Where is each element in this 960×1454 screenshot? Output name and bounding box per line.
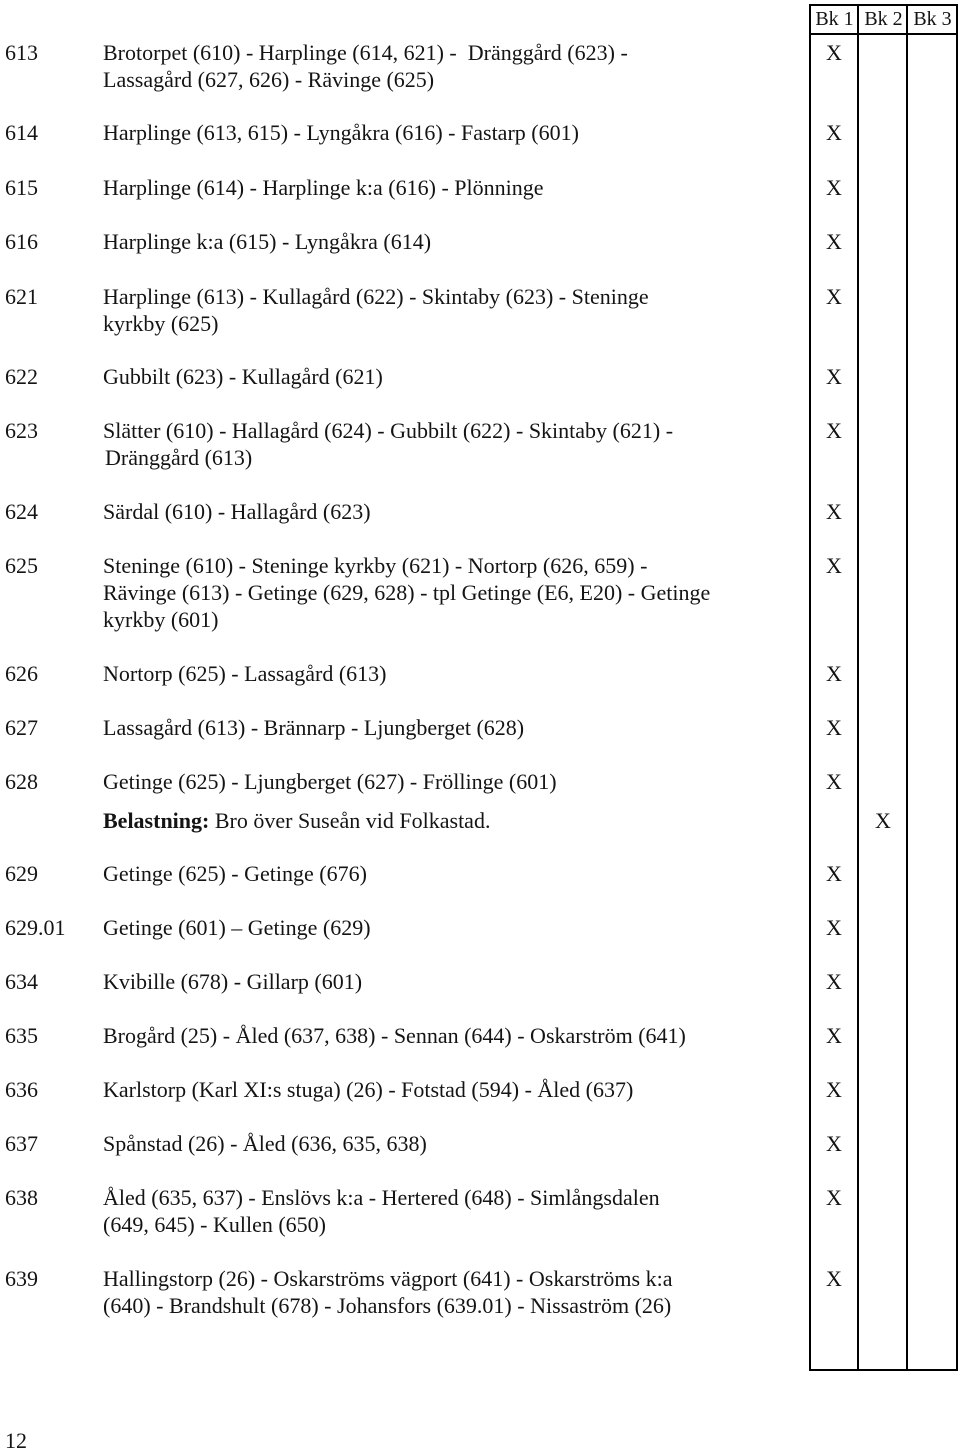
route-number: 622 [5, 364, 38, 389]
route-number: 613 [5, 40, 38, 65]
load-note-row [0, 807, 960, 834]
bk1-mark: X [826, 1185, 842, 1210]
route-number: 621 [5, 284, 38, 309]
route-description [103, 174, 803, 201]
table-row [0, 1022, 960, 1049]
bk1-mark: X [826, 553, 842, 578]
table-row [0, 860, 960, 887]
page-number: 12 [5, 1428, 27, 1453]
bk1-mark: X [826, 1077, 842, 1102]
route-number: 639 [5, 1266, 38, 1291]
route-description-line: Spånstad (26) - Åled (636, 635, 638) [103, 1131, 427, 1156]
route-description [103, 714, 803, 741]
route-description-line: Getinge (625) - Ljungberget (627) - Fröllinge (601) [103, 769, 557, 794]
table-row [0, 1130, 960, 1157]
table-row [0, 914, 960, 941]
route-number: 628 [5, 769, 38, 794]
route-description [103, 119, 803, 146]
route-number: 614 [5, 120, 38, 145]
bk1-mark: X [826, 769, 842, 794]
route-description-line: Hallingstorp (26) - Oskarströms vägport (641) - Oskarströms k:a [103, 1266, 673, 1291]
bk1-mark: X [826, 715, 842, 740]
route-description-line: Gubbilt (623) - Kullagård (621) [103, 364, 383, 389]
route-number: 624 [5, 499, 38, 524]
bk1-mark: X [826, 40, 842, 65]
bk1-mark: X [826, 861, 842, 886]
route-description [103, 1022, 803, 1049]
route-number: 634 [5, 969, 38, 994]
route-description-line: Rävinge (613) - Getinge (629, 628) - tpl Getinge (E6, E20) - Getinge [103, 580, 711, 605]
route-description [103, 968, 803, 995]
route-number: 627 [5, 715, 38, 740]
column-divider [906, 4, 908, 1371]
bk1-mark: X [826, 1023, 842, 1048]
route-description [103, 283, 803, 337]
route-description [103, 1184, 803, 1238]
route-number: 623 [5, 418, 38, 443]
route-description-line: Harplinge (613, 615) - Lyngåkra (616) - Fastarp (601) [103, 120, 579, 145]
route-description-line: Åled (635, 637) - Enslövs k:a - Hertered (648) - Simlångsdalen [103, 1185, 660, 1210]
table-row [0, 174, 960, 201]
header-divider [809, 33, 958, 35]
route-description-line: Nortorp (625) - Lassagård (613) [103, 661, 387, 686]
route-description [103, 1265, 803, 1319]
bk1-mark: X [826, 364, 842, 389]
bk1-mark: X [826, 499, 842, 524]
column-divider [857, 4, 859, 1371]
table-row [0, 552, 960, 632]
route-description-line: (649, 645) - Kullen (650) [103, 1212, 327, 1237]
route-number: 635 [5, 1023, 38, 1048]
table-row [0, 660, 960, 687]
bk2-mark: X [875, 808, 891, 833]
column-header-bk2: Bk 2 [864, 8, 903, 30]
route-number: 616 [5, 229, 38, 254]
table-row [0, 1184, 960, 1237]
table-row [0, 119, 960, 146]
route-number: 625 [5, 553, 38, 578]
bk1-mark: X [826, 661, 842, 686]
route-number: 636 [5, 1077, 38, 1102]
table-row [0, 363, 960, 390]
route-description [103, 552, 803, 633]
route-description [103, 768, 803, 795]
bk-columns-frame [809, 4, 958, 1371]
table-row [0, 228, 960, 255]
route-description [103, 660, 803, 687]
route-description [103, 914, 803, 941]
route-description-line: Dränggård (613) [105, 445, 253, 470]
table-row [0, 1265, 960, 1318]
bk1-mark: X [826, 284, 842, 309]
route-description-line: Karlstorp (Karl XI:s stuga) (26) - Fotstad (594) - Åled (637) [103, 1077, 634, 1102]
table-row [0, 1076, 960, 1103]
bk1-mark: X [826, 418, 842, 443]
route-description-line: Särdal (610) - Hallagård (623) [103, 499, 371, 524]
table-row [0, 714, 960, 741]
table-row [0, 417, 960, 470]
bk1-mark: X [826, 969, 842, 994]
column-header-bk3: Bk 3 [913, 8, 952, 30]
route-description-line: (640) - Brandshult (678) - Johansfors (639.01) - Nissaström (26) [103, 1293, 672, 1318]
route-number: 638 [5, 1185, 38, 1210]
route-description-line: Brogård (25) - Åled (637, 638) - Sennan (644) - Oskarström (641) [103, 1023, 686, 1048]
table-row [0, 283, 960, 336]
route-number: 629.01 [5, 915, 66, 940]
route-description-line: Lassagård (613) - Brännarp - Ljungberget (628) [103, 715, 525, 740]
route-description-line: Harplinge (614) - Harplinge k:a (616) - Plönninge [103, 175, 544, 200]
route-description [103, 417, 803, 471]
table-row [0, 39, 960, 92]
route-number: 629 [5, 861, 38, 886]
bk1-mark: X [826, 1266, 842, 1291]
column-header-bk1: Bk 1 [815, 8, 854, 30]
bk1-mark: X [826, 1131, 842, 1156]
route-description-line: kyrkby (625) [103, 311, 219, 336]
bk1-mark: X [826, 915, 842, 940]
route-number: 626 [5, 661, 38, 686]
route-description [103, 363, 803, 390]
route-description-line: Harplinge k:a (615) - Lyngåkra (614) [103, 229, 432, 254]
route-description [103, 228, 803, 255]
route-number: 637 [5, 1131, 38, 1156]
route-description-line: Brotorpet (610) - Harplinge (614, 621) - Dränggård (623) - [103, 40, 628, 65]
route-description-line: Getinge (625) - Getinge (676) [103, 861, 367, 886]
bk1-mark: X [826, 229, 842, 254]
route-description-line: Kvibille (678) - Gillarp (601) [103, 969, 363, 994]
route-description [103, 39, 803, 93]
load-note-text: Bro över Suseån vid Folkastad. [214, 808, 491, 833]
bk1-mark: X [826, 120, 842, 145]
route-description-line: Harplinge (613) - Kullagård (622) - Skintaby (623) - Steninge [103, 284, 649, 309]
route-number: 615 [5, 175, 38, 200]
load-note-label: Belastning: [103, 808, 210, 833]
table-row [0, 968, 960, 995]
route-description [103, 498, 803, 525]
table-row [0, 498, 960, 525]
route-description-line: Getinge (601) – Getinge (629) [103, 915, 371, 940]
route-description [103, 1130, 803, 1157]
route-description [103, 1076, 803, 1103]
route-description-line: Lassagård (627, 626) - Rävinge (625) [103, 67, 435, 92]
route-description-line: kyrkby (601) [103, 607, 219, 632]
table-row [0, 768, 960, 795]
route-description-line: Steninge (610) - Steninge kyrkby (621) - Nortorp (626, 659) - [103, 553, 648, 578]
route-description [103, 860, 803, 887]
route-description-line: Slätter (610) - Hallagård (624) - Gubbilt (622) - Skintaby (621) - [103, 418, 674, 443]
bk1-mark: X [826, 175, 842, 200]
load-note [103, 807, 803, 834]
